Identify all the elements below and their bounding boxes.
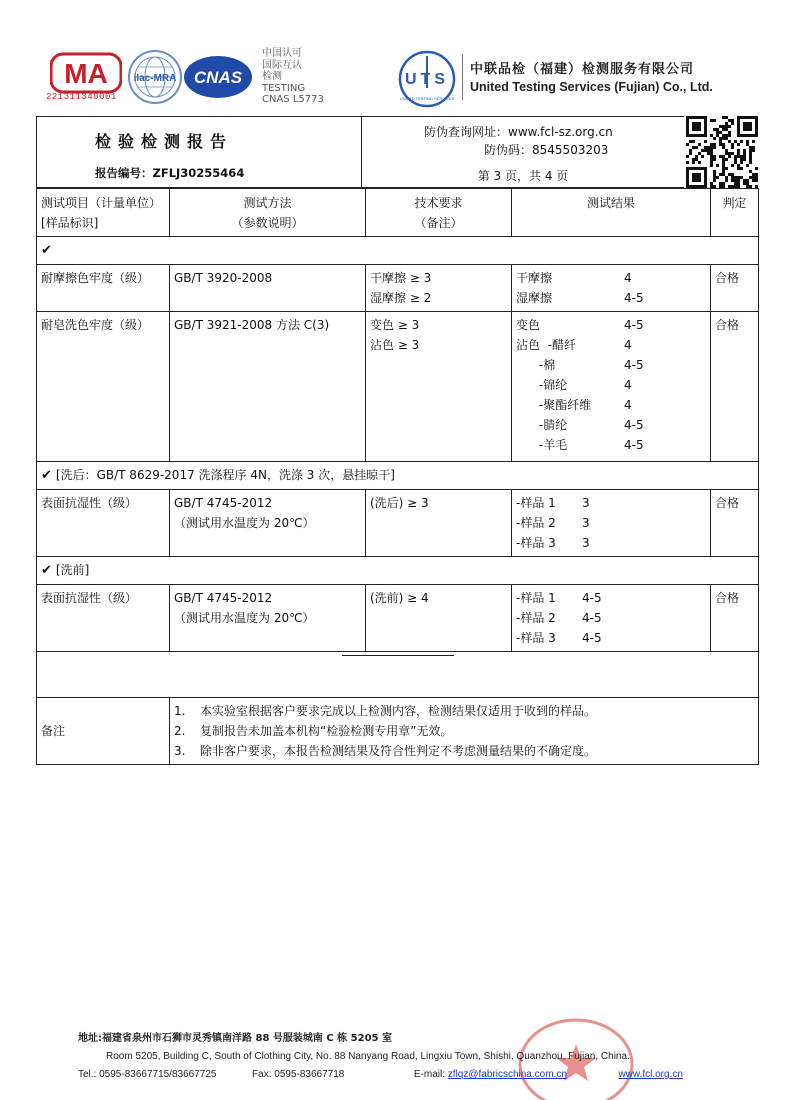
footer-address-en: Room 5205, Building C, South of Clothing City, No. 88 Nanyang Road, Lingxiu Town, Shishi, Quanzhou, Fujian, China.: [106, 1051, 630, 1062]
report-title: 检验检测报告: [95, 132, 234, 151]
company-name-en: United Testing Services (Fujian) Co., Ltd.: [470, 80, 713, 94]
row-method: GB/T 4745-2012 （测试用水温度为 20℃）: [170, 490, 366, 557]
report-header: [46, 44, 756, 114]
header-test-method: 测试方法 （参数说明）: [170, 189, 366, 237]
notes-row: [37, 698, 759, 765]
report-title-box: [36, 116, 758, 188]
row-item: 耐皂洗色牢度（级）: [37, 312, 170, 462]
table-row: [37, 490, 759, 557]
verification-cell: [362, 116, 684, 188]
row-verdict: 合格: [711, 585, 759, 652]
uts-logo: [396, 48, 458, 110]
row-requirement: (洗后) ≥ 3: [366, 490, 512, 557]
row-method: GB/T 3920-2008: [170, 265, 366, 312]
row-requirement: 变色 ≥ 3 沾色 ≥ 3: [366, 312, 512, 462]
footer: [60, 1030, 740, 1084]
report-number: [95, 165, 244, 181]
check-icon: ✔: [41, 563, 52, 578]
qr-code-icon: [686, 116, 758, 188]
footer-fax: Fax: 0595-83667718: [252, 1069, 345, 1080]
row-method: GB/T 3921-2008 方法 C(3): [170, 312, 366, 462]
notes-content: [170, 698, 759, 765]
section-row-general: [37, 237, 759, 265]
report-number-label: 报告编号：: [95, 166, 153, 180]
footer-contacts: [60, 1066, 740, 1084]
table-row: [37, 265, 759, 312]
cma-logo: [50, 52, 122, 112]
verification-url-value: www.fcl-sz.org.cn: [508, 125, 613, 139]
cnas-accreditation-text: 中国认可 国际互认 检测 TESTING CNAS L5773: [262, 48, 324, 105]
company-separator: [462, 54, 463, 100]
row-result: -样品 1 4-5 -样品 2 4-5 -样品 3 4-5: [512, 585, 711, 652]
footer-tel: Tel.: 0595-83667715/83667725: [78, 1069, 217, 1080]
header-result: 测试结果: [512, 189, 711, 237]
header-test-item: 测试项目（计量单位） [样品标识]: [37, 189, 170, 237]
row-requirement: 干摩擦 ≥ 3 湿摩擦 ≥ 2: [366, 265, 512, 312]
note-item: 1. 本实验室根据客户要求完成以上检测内容，检测结果仅适用于收到的样品。: [174, 704, 597, 718]
check-icon: ✔: [41, 243, 52, 258]
row-item: 耐摩擦色牢度（级）: [37, 265, 170, 312]
ilac-mra-logo: [126, 48, 184, 106]
row-result: 变色 4-5 沾色 -醋纤 4 -棉 4-5 -锦纶 4 -聚酯纤维 4 -腈纶 4-5 -羊毛 4-5: [512, 312, 711, 462]
row-item: 表面抗湿性（级）: [37, 490, 170, 557]
check-icon: ✔: [41, 468, 52, 483]
verification-url: [424, 123, 613, 140]
cnas-logo: [182, 54, 254, 100]
row-result: -样品 1 3 -样品 2 3 -样品 3 3: [512, 490, 711, 557]
row-verdict: 合格: [711, 265, 759, 312]
row-result: 干摩擦 4 湿摩擦 4-5: [512, 265, 711, 312]
header-verdict: 判定: [711, 189, 759, 237]
verification-code-value: 8545503203: [532, 143, 609, 157]
footer-email-link[interactable]: zflqz@fabricschina.com.cn: [447, 1069, 567, 1080]
row-verdict: 合格: [711, 490, 759, 557]
table-header-row: [37, 189, 759, 237]
row-method: GB/T 4745-2012 （测试用水温度为 20℃）: [170, 585, 366, 652]
table-row: [37, 312, 759, 462]
note-item: 3. 除非客户要求，本报告检测结果及符合性判定不考虑测量结果的不确定度。: [174, 744, 597, 758]
section-after-wash-label: [洗后：GB/T 8629-2017 洗涤程序 4N，洗涤 3 次，悬挂晾干]: [55, 468, 395, 482]
svg-text:MA: MA: [64, 58, 108, 89]
svg-text:UNITED TESTING SERVICES: UNITED TESTING SERVICES: [399, 96, 455, 101]
svg-text:CNAS: CNAS: [193, 68, 243, 87]
svg-text:ilac-MRA: ilac-MRA: [133, 73, 177, 84]
note-item: 2. 复制报告未加盖本机构“检验检测专用章”无效。: [174, 724, 453, 738]
footer-address-cn: 地址:福建省泉州市石狮市灵秀镇南洋路 88 号服装城南 C 栋 5205 室: [78, 1033, 392, 1044]
svg-text:UTS: UTS: [405, 71, 449, 88]
row-verdict: 合格: [711, 312, 759, 462]
row-item: 表面抗湿性（级）: [37, 585, 170, 652]
verification-code: [424, 141, 608, 158]
company-name-cn: 中联品检（福建）检测服务有限公司: [470, 62, 695, 77]
report-number-value: ZFLJ30255464: [152, 166, 245, 180]
verification-url-label: 防伪查询网址：: [424, 125, 509, 139]
end-line: [342, 655, 454, 656]
end-marker-row: [37, 652, 759, 698]
results-table: [36, 188, 759, 765]
section-before-wash-label: [洗前]: [55, 563, 90, 577]
row-requirement: (洗前) ≥ 4: [366, 585, 512, 652]
verification-code-label: 防伪码：: [484, 143, 533, 157]
section-row-before-wash: [37, 557, 759, 585]
cma-number: 221311340001: [46, 92, 117, 102]
footer-email-label: E-mail:: [413, 1069, 448, 1080]
header-requirement: 技术要求 （备注）: [366, 189, 512, 237]
notes-label: 备注: [37, 698, 170, 765]
footer-website-link[interactable]: www.fcl.org.cn: [618, 1069, 683, 1080]
table-row: [37, 585, 759, 652]
report-title-cell: [36, 116, 362, 188]
page-info: 第 3 页，共 4 页: [477, 169, 569, 183]
section-row-after-wash: [37, 462, 759, 490]
